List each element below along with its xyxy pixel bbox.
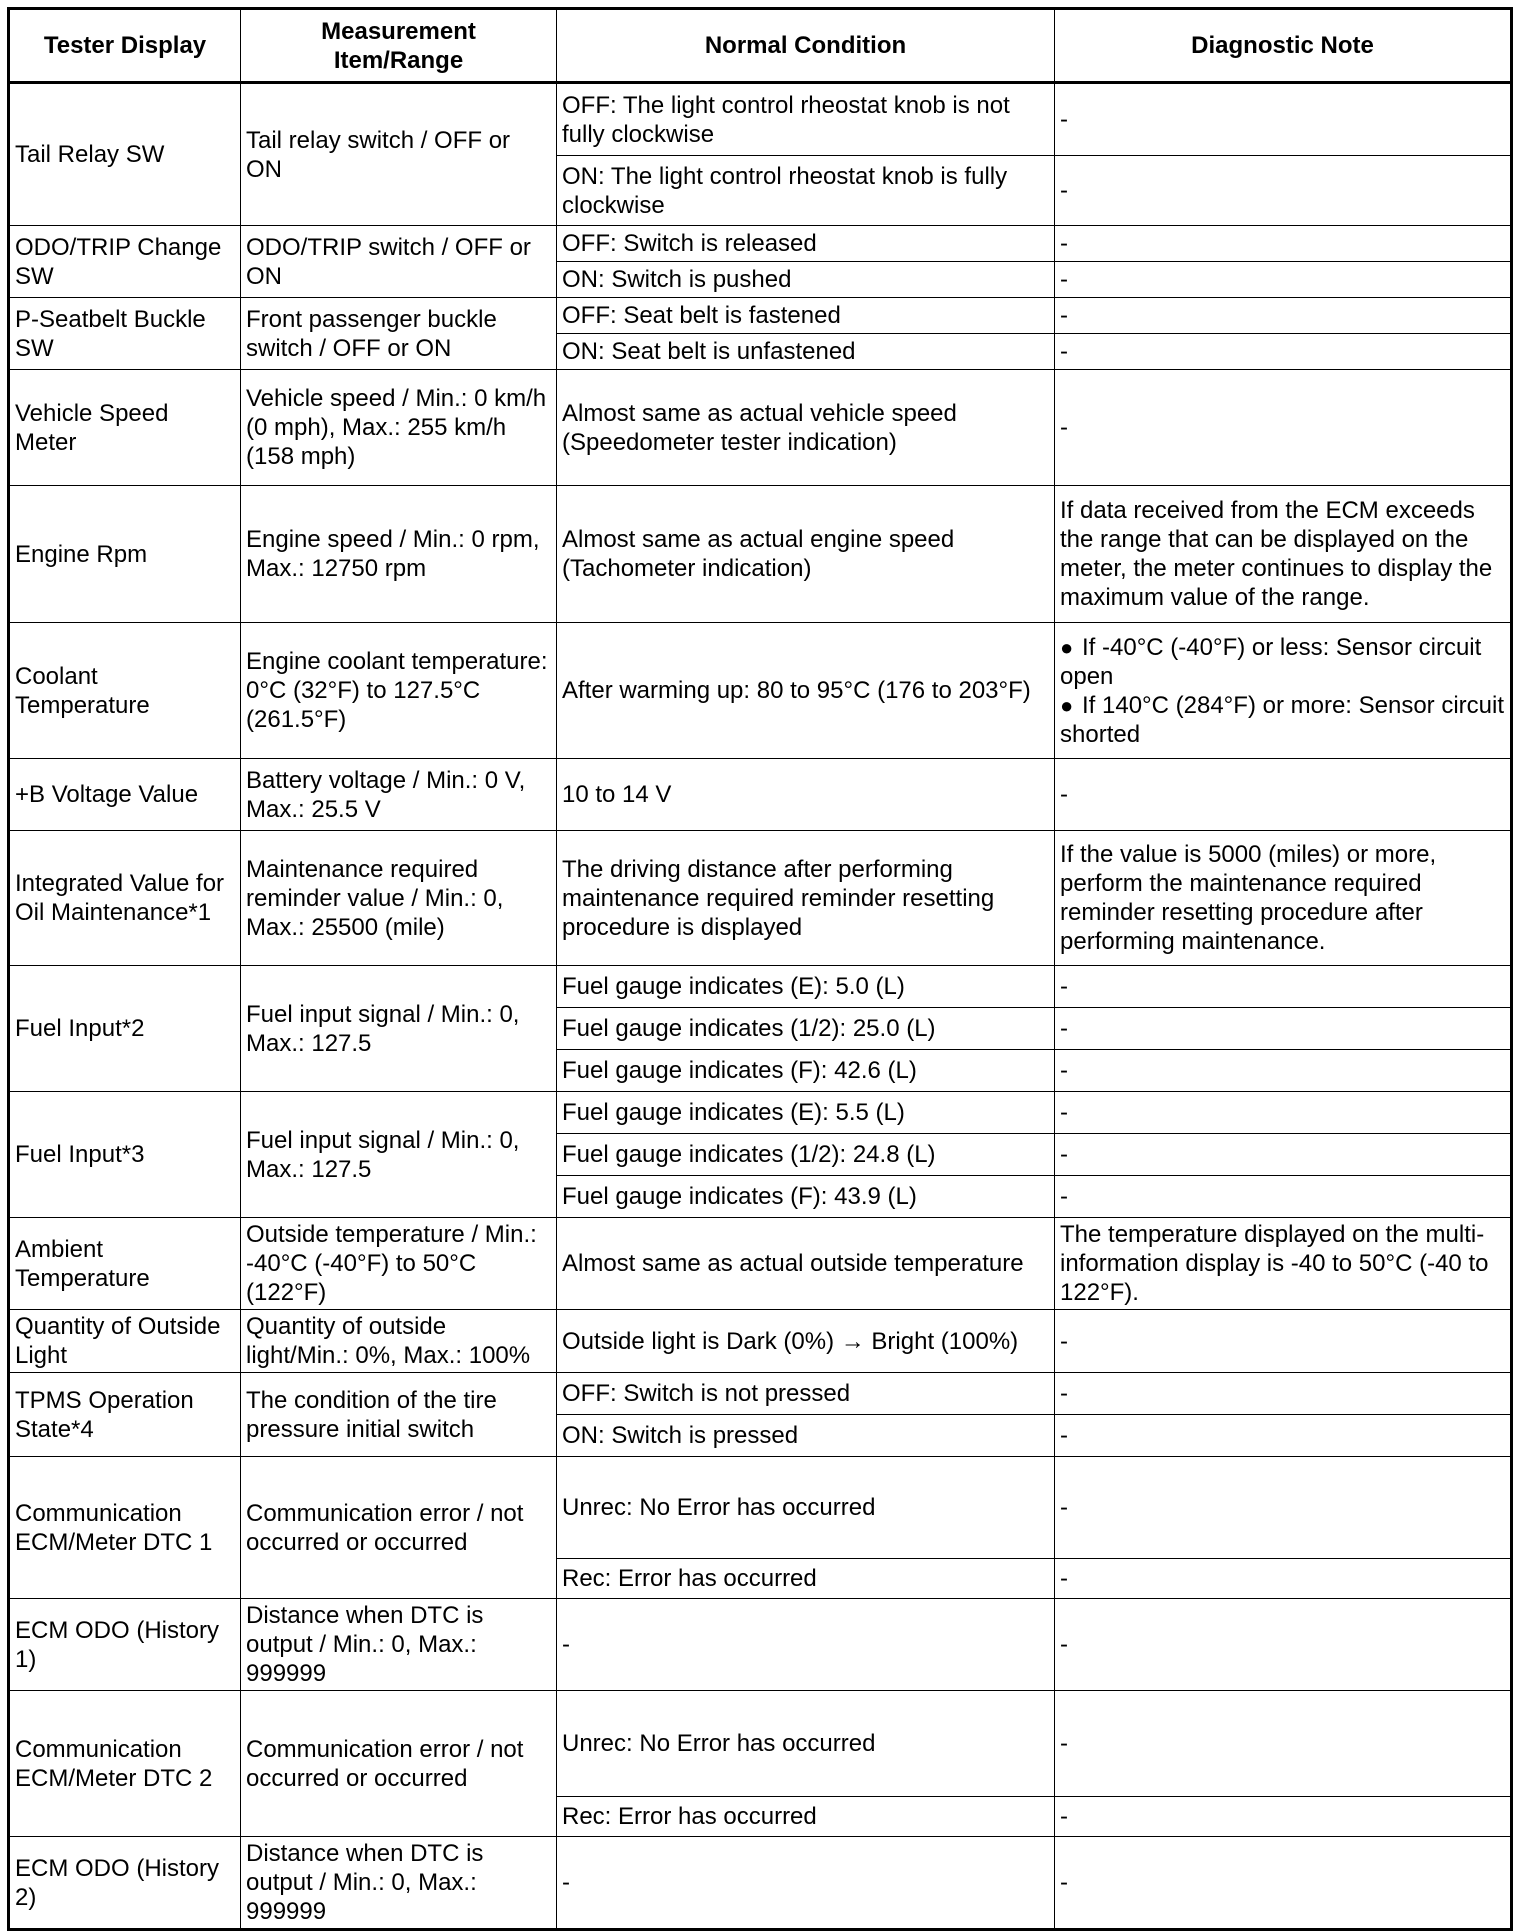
measurement-item-cell: Fuel input signal / Min.: 0, Max.: 127.5 (241, 1092, 557, 1218)
diagnostic-note-cell: - (1055, 83, 1512, 156)
table-row (9, 83, 1512, 156)
diagnostic-note-cell: - (1055, 1457, 1512, 1559)
normal-condition-cell: Fuel gauge indicates (E): 5.0 (L) (557, 966, 1055, 1008)
tester-display-cell: Tail Relay SW (9, 83, 241, 226)
diagnostic-note-cell: - (1055, 1797, 1512, 1837)
diagnostic-note-cell: The temperature displayed on the multi-information display is -40 to 50°C (-40 to 122°F). (1055, 1218, 1512, 1310)
normal-condition-cell: Fuel gauge indicates (1/2): 24.8 (L) (557, 1134, 1055, 1176)
diagnostic-note-cell: - (1055, 1599, 1512, 1691)
tester-display-cell: TPMS Operation State*4 (9, 1373, 241, 1457)
table-row (9, 966, 1512, 1008)
diagnostic-note-cell: - (1055, 298, 1512, 334)
tester-display-cell: Engine Rpm (9, 486, 241, 623)
normal-condition-cell: The driving distance after performing maintenance required reminder resetting procedure is displayed (557, 831, 1055, 966)
diagnostic-note-bullet-item (1060, 633, 1505, 691)
tester-display-cell: Vehicle Speed Meter (9, 370, 241, 486)
diagnostic-note-bullet-text: If 140°C (284°F) or more: Sensor circuit shorted (1060, 691, 1505, 748)
measurement-item-cell: The condition of the tire pressure initial switch (241, 1373, 557, 1457)
measurement-item-cell: Outside temperature / Min.: -40°C (-40°F) to 50°C (122°F) (241, 1218, 557, 1310)
table-row (9, 759, 1512, 831)
header-measurement-line2: Item/Range (333, 46, 464, 74)
measurement-item-cell: Communication error / not occurred or occurred (241, 1691, 557, 1837)
diagnostic-note-cell: - (1055, 262, 1512, 298)
normal-condition-cell: OFF: Seat belt is fastened (557, 298, 1055, 334)
normal-condition-cell: Almost same as actual vehicle speed (Speedometer tester indication) (557, 370, 1055, 486)
tester-display-cell: Fuel Input*3 (9, 1092, 241, 1218)
header-row (9, 9, 1512, 83)
tester-display-cell: Ambient Temperature (9, 1218, 241, 1310)
measurement-item-cell: Tail relay switch / OFF or ON (241, 83, 557, 226)
header-tester-display: Tester Display (9, 9, 241, 83)
diagnostic-note-cell: - (1055, 1559, 1512, 1599)
tester-display-cell: Fuel Input*2 (9, 966, 241, 1092)
diagnostic-note-cell: - (1055, 1310, 1512, 1373)
tester-display-cell: P-Seatbelt Buckle SW (9, 298, 241, 370)
bullet-icon: ● (1060, 634, 1074, 660)
normal-condition-cell: Fuel gauge indicates (F): 42.6 (L) (557, 1050, 1055, 1092)
table-row (9, 1691, 1512, 1797)
diagnostic-note-cell: - (1055, 1092, 1512, 1134)
table-row (9, 298, 1512, 334)
diagnostic-note-cell: - (1055, 370, 1512, 486)
header-measurement-item (241, 9, 557, 83)
tester-display-cell: ECM ODO (History 2) (9, 1837, 241, 1930)
measurement-item-cell: Maintenance required reminder value / Min.: 0, Max.: 25500 (mile) (241, 831, 557, 966)
table-body (9, 83, 1512, 1930)
diagnostic-note-cell: If the value is 5000 (miles) or more, perform the maintenance required reminder resetting procedure after performing maintenance. (1055, 831, 1512, 966)
header-measurement-line1: Measurement (321, 17, 476, 45)
normal-condition-cell: - (557, 1837, 1055, 1930)
measurement-item-cell: ODO/TRIP switch / OFF or ON (241, 226, 557, 298)
table-row (9, 1310, 1512, 1373)
diagnostic-note-cell: If data received from the ECM exceeds the range that can be displayed on the meter, the meter continues to display the maximum value of the range. (1055, 486, 1512, 623)
table-row (9, 1373, 1512, 1415)
normal-condition-cell: OFF: The light control rheostat knob is not fully clockwise (557, 83, 1055, 156)
normal-condition-cell: ON: The light control rheostat knob is fully clockwise (557, 156, 1055, 226)
diagnostic-note-cell: - (1055, 1837, 1512, 1930)
normal-condition-cell: 10 to 14 V (557, 759, 1055, 831)
diagnostic-note-cell: - (1055, 156, 1512, 226)
table-row (9, 1837, 1512, 1930)
diagnostic-note-cell (1055, 623, 1512, 759)
diagnostic-note-cell: - (1055, 1373, 1512, 1415)
diagnostic-note-cell: - (1055, 226, 1512, 262)
measurement-item-cell: Distance when DTC is output / Min.: 0, Max.: 999999 (241, 1599, 557, 1691)
diagnostic-note-bullet-text: If -40°C (-40°F) or less: Sensor circuit open (1060, 633, 1482, 690)
normal-condition-cell: After warming up: 80 to 95°C (176 to 203°F) (557, 623, 1055, 759)
table-row (9, 226, 1512, 262)
tester-display-cell: ECM ODO (History 1) (9, 1599, 241, 1691)
diagnostic-data-table (7, 7, 1513, 1931)
table-row (9, 370, 1512, 486)
measurement-item-cell: Distance when DTC is output / Min.: 0, Max.: 999999 (241, 1837, 557, 1930)
diagnostic-note-bullet-item (1060, 691, 1505, 749)
normal-condition-cell: Fuel gauge indicates (F): 43.9 (L) (557, 1176, 1055, 1218)
table-row (9, 831, 1512, 966)
measurement-item-cell: Vehicle speed / Min.: 0 km/h (0 mph), Max.: 255 km/h (158 mph) (241, 370, 557, 486)
table-row (9, 1457, 1512, 1559)
measurement-item-cell: Battery voltage / Min.: 0 V, Max.: 25.5 V (241, 759, 557, 831)
normal-condition-cell: OFF: Switch is not pressed (557, 1373, 1055, 1415)
diagnostic-note-cell: - (1055, 334, 1512, 370)
measurement-item-cell: Front passenger buckle switch / OFF or ON (241, 298, 557, 370)
measurement-item-cell: Engine coolant temperature: 0°C (32°F) to 127.5°C (261.5°F) (241, 623, 557, 759)
table-row (9, 1599, 1512, 1691)
measurement-item-cell: Engine speed / Min.: 0 rpm, Max.: 12750 rpm (241, 486, 557, 623)
table-row (9, 1092, 1512, 1134)
tester-display-cell: Quantity of Outside Light (9, 1310, 241, 1373)
diagnostic-note-cell: - (1055, 1691, 1512, 1797)
normal-condition-cell: Almost same as actual outside temperature (557, 1218, 1055, 1310)
diagnostic-note-cell: - (1055, 1050, 1512, 1092)
tester-display-cell: ODO/TRIP Change SW (9, 226, 241, 298)
normal-condition-cell: Unrec: No Error has occurred (557, 1691, 1055, 1797)
normal-condition-cell: ON: Seat belt is unfastened (557, 334, 1055, 370)
diagnostic-note-bullets (1060, 633, 1505, 749)
normal-condition-cell: OFF: Switch is released (557, 226, 1055, 262)
normal-condition-cell: Unrec: No Error has occurred (557, 1457, 1055, 1559)
normal-condition-cell: Almost same as actual engine speed (Tachometer indication) (557, 486, 1055, 623)
normal-condition-cell: - (557, 1599, 1055, 1691)
normal-condition-cell: Outside light is Dark (0%) → Bright (100%) (557, 1310, 1055, 1373)
diagnostic-note-cell: - (1055, 966, 1512, 1008)
diagnostic-note-cell: - (1055, 1415, 1512, 1457)
normal-condition-cell: Fuel gauge indicates (E): 5.5 (L) (557, 1092, 1055, 1134)
header-diagnostic-note: Diagnostic Note (1055, 9, 1512, 83)
diagnostic-note-cell: - (1055, 1008, 1512, 1050)
measurement-item-cell: Communication error / not occurred or occurred (241, 1457, 557, 1599)
table-row (9, 1218, 1512, 1310)
measurement-item-cell: Fuel input signal / Min.: 0, Max.: 127.5 (241, 966, 557, 1092)
diagnostic-note-cell: - (1055, 1176, 1512, 1218)
tester-display-cell: +B Voltage Value (9, 759, 241, 831)
measurement-item-cell: Quantity of outside light/Min.: 0%, Max.: 100% (241, 1310, 557, 1373)
tester-display-cell: Coolant Temperature (9, 623, 241, 759)
normal-condition-cell: Fuel gauge indicates (1/2): 25.0 (L) (557, 1008, 1055, 1050)
normal-condition-cell: Rec: Error has occurred (557, 1559, 1055, 1599)
normal-condition-cell: ON: Switch is pressed (557, 1415, 1055, 1457)
diagnostic-note-cell: - (1055, 1134, 1512, 1176)
table-row (9, 623, 1512, 759)
bullet-icon: ● (1060, 692, 1074, 718)
normal-condition-cell: ON: Switch is pushed (557, 262, 1055, 298)
normal-condition-cell: Rec: Error has occurred (557, 1797, 1055, 1837)
tester-display-cell: Integrated Value for Oil Maintenance*1 (9, 831, 241, 966)
tester-display-cell: Communication ECM/Meter DTC 2 (9, 1691, 241, 1837)
table-row (9, 486, 1512, 623)
header-normal-condition: Normal Condition (557, 9, 1055, 83)
diagnostic-note-cell: - (1055, 759, 1512, 831)
tester-display-cell: Communication ECM/Meter DTC 1 (9, 1457, 241, 1599)
